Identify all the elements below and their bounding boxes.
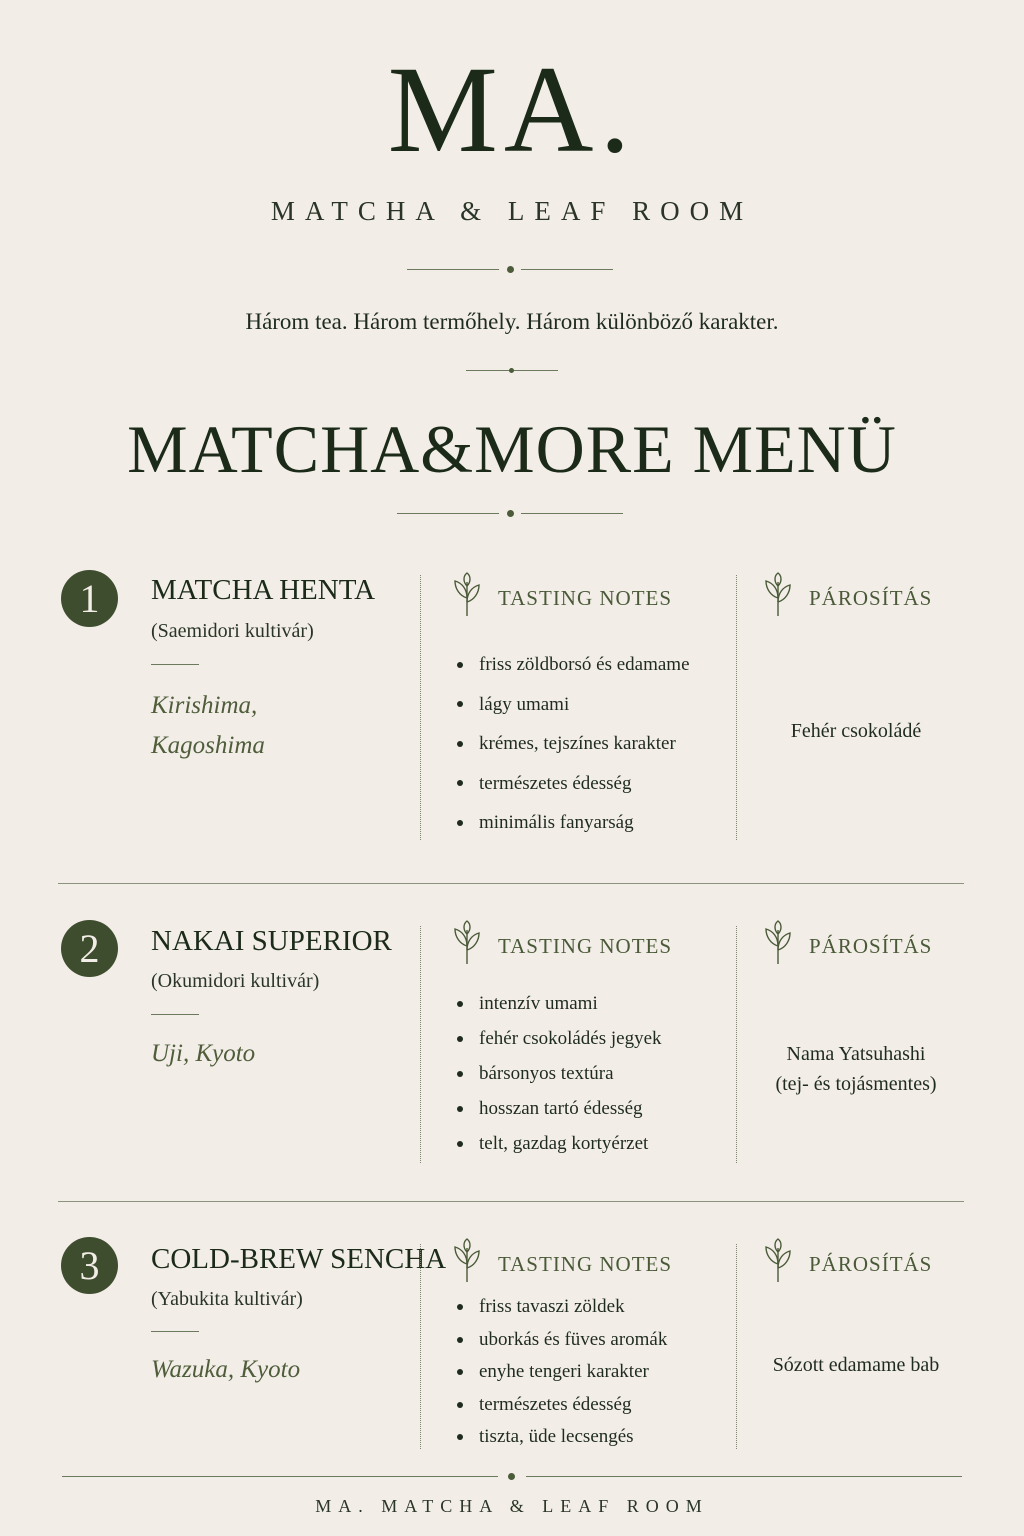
column-divider — [736, 1244, 737, 1449]
pairing-line: Sózott edamame bab — [772, 1354, 940, 1376]
divider — [466, 365, 558, 377]
tea-cultivar: (Yabukita kultivár) — [151, 1288, 303, 1310]
leaf-icon — [763, 1238, 793, 1284]
list-item: krémes, tejszínes karakter — [455, 724, 690, 764]
list-item: enyhe tengeri karakter — [455, 1356, 667, 1389]
column-divider — [736, 575, 737, 840]
logo: MA. — [387, 41, 637, 178]
list-item: uborkás és füves aromák — [455, 1324, 667, 1357]
list-item: minimális fanyarság — [455, 803, 690, 843]
pairing-heading: PÁROSÍTÁS — [809, 1252, 933, 1276]
footer-brand: MA. MATCHA & LEAF ROOM — [315, 1496, 709, 1516]
column-divider — [420, 926, 421, 1163]
tea-origin — [151, 686, 265, 766]
short-divider — [151, 664, 199, 665]
leaf-icon — [763, 572, 793, 618]
list-item: természetes édesség — [455, 1389, 667, 1422]
footer-divider — [62, 1471, 962, 1483]
tea-origin — [151, 1034, 255, 1074]
pairing-heading: PÁROSÍTÁS — [809, 586, 933, 610]
tea-origin-line: Kagoshima — [151, 732, 265, 759]
tasting-notes-heading: TASTING NOTES — [498, 586, 673, 610]
list-item: lágy umami — [455, 685, 690, 725]
tea-name: NAKAI SUPERIOR — [151, 925, 392, 957]
tea-origin-line: Uji, Kyoto — [151, 1040, 256, 1067]
column-divider — [420, 1244, 421, 1449]
tea-name: COLD-BREW SENCHA — [151, 1243, 447, 1275]
pairing-text — [746, 1039, 966, 1099]
section-divider — [58, 1201, 964, 1202]
tea-origin-line: Kirishima, — [151, 692, 258, 719]
pairing-line: Fehér csokoládé — [790, 720, 922, 742]
divider — [397, 508, 623, 520]
divider — [407, 264, 613, 276]
column-divider — [736, 926, 737, 1163]
leaf-icon — [452, 1238, 482, 1284]
list-item: intenzív umami — [455, 986, 662, 1021]
tasting-notes-list — [455, 645, 690, 843]
tasting-notes-list — [455, 986, 662, 1161]
tea-number-badge: 1 — [61, 570, 118, 627]
short-divider — [151, 1014, 199, 1015]
tea-cultivar: (Saemidori kultivár) — [151, 620, 314, 642]
tea-name: MATCHA HENTA — [151, 574, 376, 606]
pairing-text — [746, 1350, 966, 1380]
leaf-icon — [452, 920, 482, 966]
brand-name: MATCHA & LEAF ROOM — [270, 196, 754, 226]
list-item: bársonyos textúra — [455, 1056, 662, 1091]
pairing-line: Nama Yatsuhashi — [786, 1043, 926, 1065]
list-item: hosszan tartó édesség — [455, 1091, 662, 1126]
pairing-text — [746, 716, 966, 746]
list-item: telt, gazdag kortyérzet — [455, 1126, 662, 1161]
tagline: Három tea. Három termőhely. Három különböző karakter. — [245, 309, 779, 334]
column-divider — [420, 575, 421, 840]
tasting-notes-heading: TASTING NOTES — [498, 934, 673, 958]
list-item: friss zöldborsó és edamame — [455, 645, 690, 685]
tea-number-badge: 3 — [61, 1237, 118, 1294]
tea-number-badge: 2 — [61, 920, 118, 977]
tasting-notes-heading: TASTING NOTES — [498, 1252, 673, 1276]
section-divider — [58, 883, 964, 884]
short-divider — [151, 1331, 199, 1332]
tea-origin-line: Wazuka, Kyoto — [151, 1356, 301, 1383]
tea-origin — [151, 1350, 300, 1390]
list-item: tiszta, üde lecsengés — [455, 1421, 667, 1454]
pairing-heading: PÁROSÍTÁS — [809, 934, 933, 958]
leaf-icon — [452, 572, 482, 618]
pairing-line: (tej- és tojásmentes) — [775, 1073, 937, 1095]
menu-title: MATCHA&MORE MENÜ — [127, 411, 897, 487]
leaf-icon — [763, 920, 793, 966]
tea-cultivar: (Okumidori kultivár) — [151, 970, 320, 992]
list-item: fehér csokoládés jegyek — [455, 1021, 662, 1056]
tasting-notes-list — [455, 1291, 667, 1454]
list-item: friss tavaszi zöldek — [455, 1291, 667, 1324]
list-item: természetes édesség — [455, 764, 690, 804]
